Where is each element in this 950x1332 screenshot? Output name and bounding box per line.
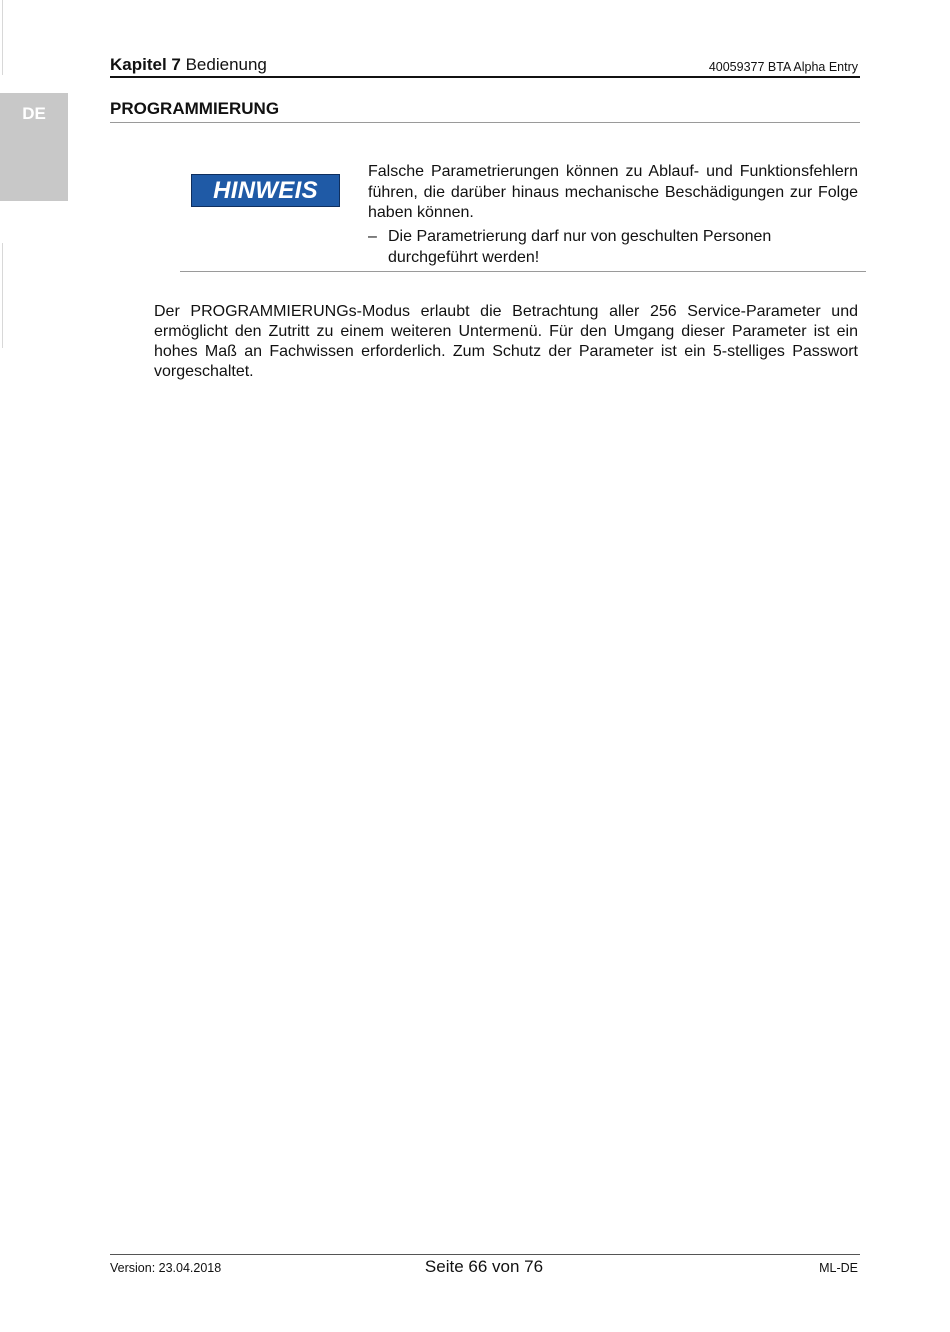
header-rule [110,76,860,78]
section-title: PROGRAMMIERUNG [110,99,280,118]
chapter-number: Kapitel 7 [110,55,181,74]
document-id: 40059377 BTA Alpha Entry [708,60,858,74]
chapter-header [110,55,267,75]
page-edge-line-bottom [2,243,3,348]
bullet-dash: – [368,228,377,245]
notice-bullet-text: Die Parametrierung darf nur von geschulten Personen durchgeführt werden! [388,228,772,266]
language-tab [0,93,68,201]
body-paragraph: Der PROGRAMMIERUNGs-Modus erlaubt die Betrachtung aller 256 Service-Parameter und ermöglicht den Zutritt zu einem weiteren Untermenü. Für den Umgang dieser Parameter ist ein hohes Maß an Fachwissen erforderlich. Zum Schutz der Parameter ist ein 5-stelliges Passwort vorgeschaltet. [154,303,858,380]
footer-page-number: Seite 66 von 76 [424,1257,544,1276]
notice-rule [180,271,866,272]
chapter-name: Bedienung [185,55,267,74]
footer-version: Version: 23.04.2018 [110,1261,222,1275]
footer-code: ML-DE [819,1261,858,1275]
language-tab-label: DE [22,104,46,123]
footer-rule [110,1254,860,1255]
section-rule [110,122,860,123]
notice-text: Falsche Parametrierungen können zu Ablauf- und Funktionsfehlern führen, die darüber hinaus mechanische Beschädigungen zur Folge haben können. [368,163,858,221]
notice-badge: HINWEIS [192,175,339,206]
page-edge-line-top [2,0,3,75]
